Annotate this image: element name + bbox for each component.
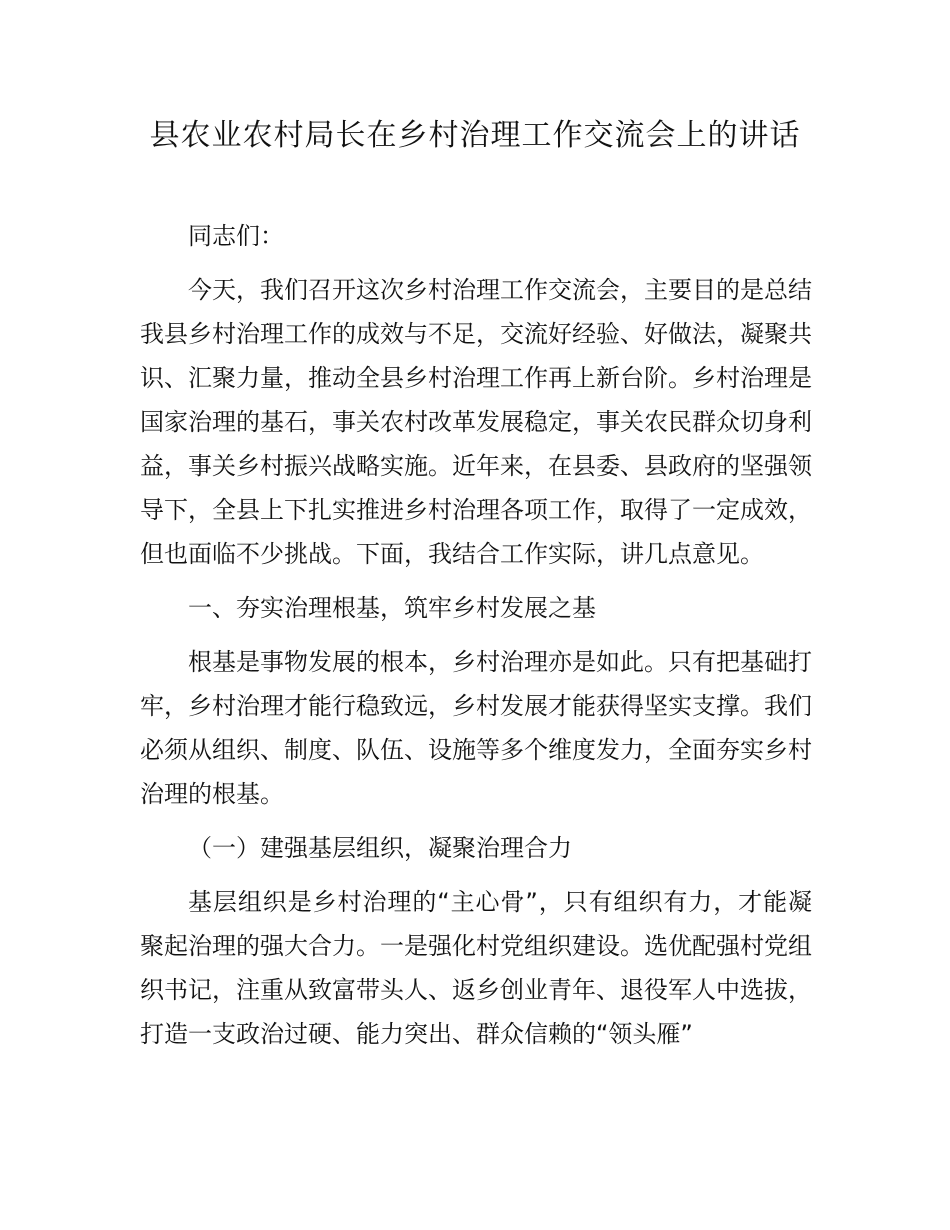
section-heading-1: 一、夯实治理根基，筑牢乡村发展之基 [188, 594, 596, 622]
subsection-heading-1: （一）建强基层组织，凝聚治理合力 [188, 834, 572, 862]
section-1-paragraph: 根基是事物发展的根本，乡村治理亦是如此。只有把基础打牢，乡村治理才能行稳致远，乡村发展才能获得坚实支撑。我们必须从组织、制度、队伍、设施等多个维度发力，全面夯实乡村治理的根基。 [140, 648, 812, 808]
subsection-1-paragraph: 基层组织是乡村治理的“主心骨”，只有组织有力，才能凝聚起治理的强大合力。一是强化村党组织建设。选优配强村党组织书记，注重从致富带头人、返乡创业青年、退役军人中选拔，打造一支政治过硬、能力突出、群众信赖的“领头雁” [140, 888, 812, 1048]
greeting: 同志们： [188, 222, 284, 250]
document-body [140, 214, 812, 1056]
intro-paragraph: 今天，我们召开这次乡村治理工作交流会，主要目的是总结我县乡村治理工作的成效与不足，交流好经验、好做法，凝聚共识、汇聚力量，推动全县乡村治理工作再上新台阶。乡村治理是国家治理的基石，事关农村改革发展稳定，事关农民群众切身利益，事关乡村振兴战略实施。近年来，在县委、县政府的坚强领导下，全县上下扎实推进乡村治理各项工作，取得了一定成效，但也面临不少挑战。下面，我结合工作实际，讲几点意见。 [140, 276, 812, 568]
document-title: 县农业农村局长在乡村治理工作交流会上的讲话 [149, 118, 801, 153]
